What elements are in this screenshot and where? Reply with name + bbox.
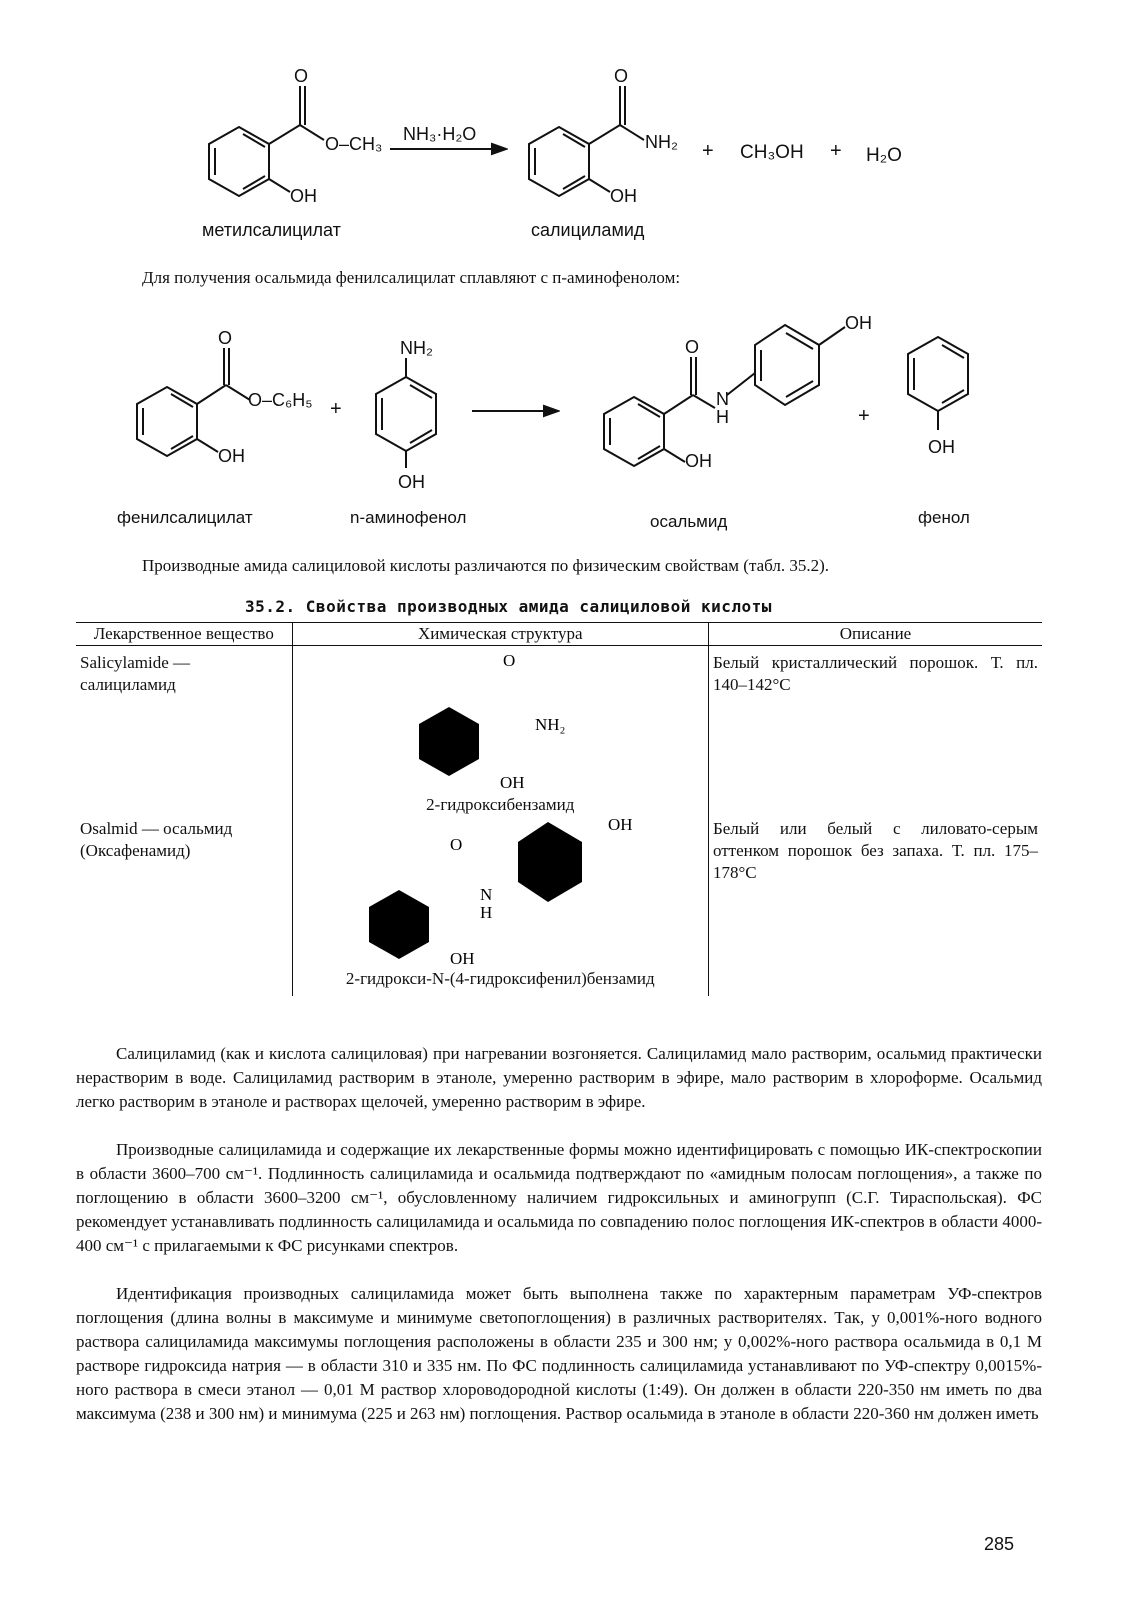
structure-cell [292,816,708,996]
hydroxyl-label: OH [500,773,525,792]
plus-sign: + [858,405,870,427]
substance-name: Salicylamide — салициламид [80,653,191,694]
water-formula: H₂O [866,145,902,166]
carbonyl-o-label: O [218,328,233,348]
osalmid-structure [585,305,885,475]
header-substance: Лекарственное вещество [76,623,292,646]
phenol-oh-label: OH [845,313,872,333]
p-aminophenol-structure [360,330,470,500]
label-phenol: фенол [918,508,970,527]
paragraph-ir-spectroscopy: Производные салициламида и содержащие их лекарственные формы можно идентифицировать с помощью ИК-спектроскопии в области 3600–700 см⁻¹. Подлинность салициламида и осальмида подтверждают по «амидным полосам поглощения», а также по поглощению в области 3600–3200 см⁻¹, обусловленному наличием гидроксильных и аминогрупп (С.Г. Тираспольская). ФС рекомендует устанавливать подлинность салициламида и осальмида по совпадению полос поглощения ИК-спектров в области 4000-400 см⁻¹ с прилагаемыми к ФС рисунками спектров. [76,1140,1042,1255]
reaction-arrow-2 [470,404,560,418]
label-phenyl-salicylate: фенилсалицилат [117,508,253,527]
phenol-structure [890,325,990,470]
table-row [76,816,1042,996]
paragraph-solubility: Салициламид (как и кислота салициловая) при нагревании возгоняется. Салициламид мало растворим, осальмид практически нерастворим в воде. Салициламид растворим в этаноле, умеренно растворим в эфире, мало растворим в хлороформе. Осальмид легко растворим в этаноле и растворах щелочей, умеренно растворим в эфире. [76,1044,1042,1111]
header-description: Описание [708,623,1042,646]
amide-nh2-label: NH₂ [645,132,678,152]
hydroxyl-label: OH [450,949,475,966]
amide-nh2-label: NH₂ [535,715,566,734]
table-title: 35.2. Свойства производных амида салициловой кислоты [245,597,772,616]
hydroxyl-label: OH [685,451,712,471]
phenol-oh-label: OH [608,816,633,834]
page-number: 285 [984,1534,1015,1554]
label-osalmid: осальмид [650,512,728,531]
amide-h-label: H [716,407,729,427]
label-salicylamide: салициламид [531,220,645,240]
salicylamide-structure [510,58,710,208]
amide-n-label: N [716,389,729,409]
substance-description: Белый или белый с лиловато-серым оттенком порошок без запаха. Т. пл. 175–178°C [712,819,1038,882]
carbonyl-o-label: O [685,337,700,357]
intro-osalmid-synthesis: Для получения осальмида фенилсалицилат сплавляют с п-аминофенолом: [142,268,681,287]
phenyl-ester-label: O–C₆H₅ [248,390,313,410]
hydroxyl-label: OH [218,446,245,466]
amide-h-label: H [480,903,493,922]
plus-sign: + [830,140,842,162]
salicylamide-structure [400,652,600,792]
substance-description: Белый кристаллический порошок. Т. пл. 140–142°C [712,653,1038,694]
hydroxyl-label: OH [610,186,637,206]
properties-table [76,622,1042,996]
osalmid-structure [350,816,650,966]
reaction-arrow-1 [388,142,508,156]
hydroxyl-label: OH [928,437,955,457]
amide-n-label: N [480,885,493,904]
amino-nh2-label: NH₂ [400,338,433,358]
table-header-row [76,623,1042,646]
intro-table-reference: Производные амида салициловой кислоты различаются по физическим свойствам (табл. 35.2). [142,556,830,575]
paragraph-uv-spectroscopy: Идентификация производных салициламида может быть выполнена также по характерным параметрам УФ-спектров поглощения (длина волны в максимуме и минимуме светопоглощения) в различных растворителях. Так, у 0,001%-ного водного раствора салициламида максимумы поглощения расположены в области 235 и 300 нм; у 0,002%-ного раствора осальмида в 0,1 М растворе гидроксида натрия — в области 310 и 335 нм. По ФС подлинность салициламида устанавливают по УФ-спектру 0,0015%-ного раствора в смеси этанол — 0,01 М раствор хлороводородной кислоты (1:49). Он должен в области 220-350 нм иметь по два максимума (238 и 300 нм) и минимума (225 и 263 нм) поглощения. Раствор осальмида в этаноле в области 220-360 нм должен иметь [76,1284,1042,1423]
carbonyl-o-label: O [294,66,309,86]
table-row [76,646,1042,817]
substance-name: Osalmid — осальмид (Оксафенамид) [80,819,233,860]
reaction1-reagent: NH₃·H₂O [403,124,477,144]
carbonyl-o-label: O [503,652,516,670]
hydroxyl-label: OH [398,472,425,492]
label-p-aminophenol: n-аминофенол [350,508,467,527]
carbonyl-o-label: O [614,66,629,86]
phenyl-salicylate-structure [118,318,348,468]
methyl-salicylate-structure [190,58,390,208]
label-methyl-salicylate: метилсалицилат [202,220,341,240]
hydroxyl-label: OH [290,186,317,206]
plus-sign: + [702,140,714,162]
ester-group-label: O–CH₃ [325,134,383,154]
plus-sign: + [330,398,342,420]
carbonyl-o-label: O [450,835,463,854]
structure-cell [292,646,708,817]
methanol-formula: CH₃OH [740,142,804,163]
structure-name: 2-гидрокси-N-(4-гидроксифенил)бензамид [345,969,655,988]
structure-name: 2-гидроксибензамид [426,795,575,814]
header-structure: Химическая структура [292,623,708,646]
